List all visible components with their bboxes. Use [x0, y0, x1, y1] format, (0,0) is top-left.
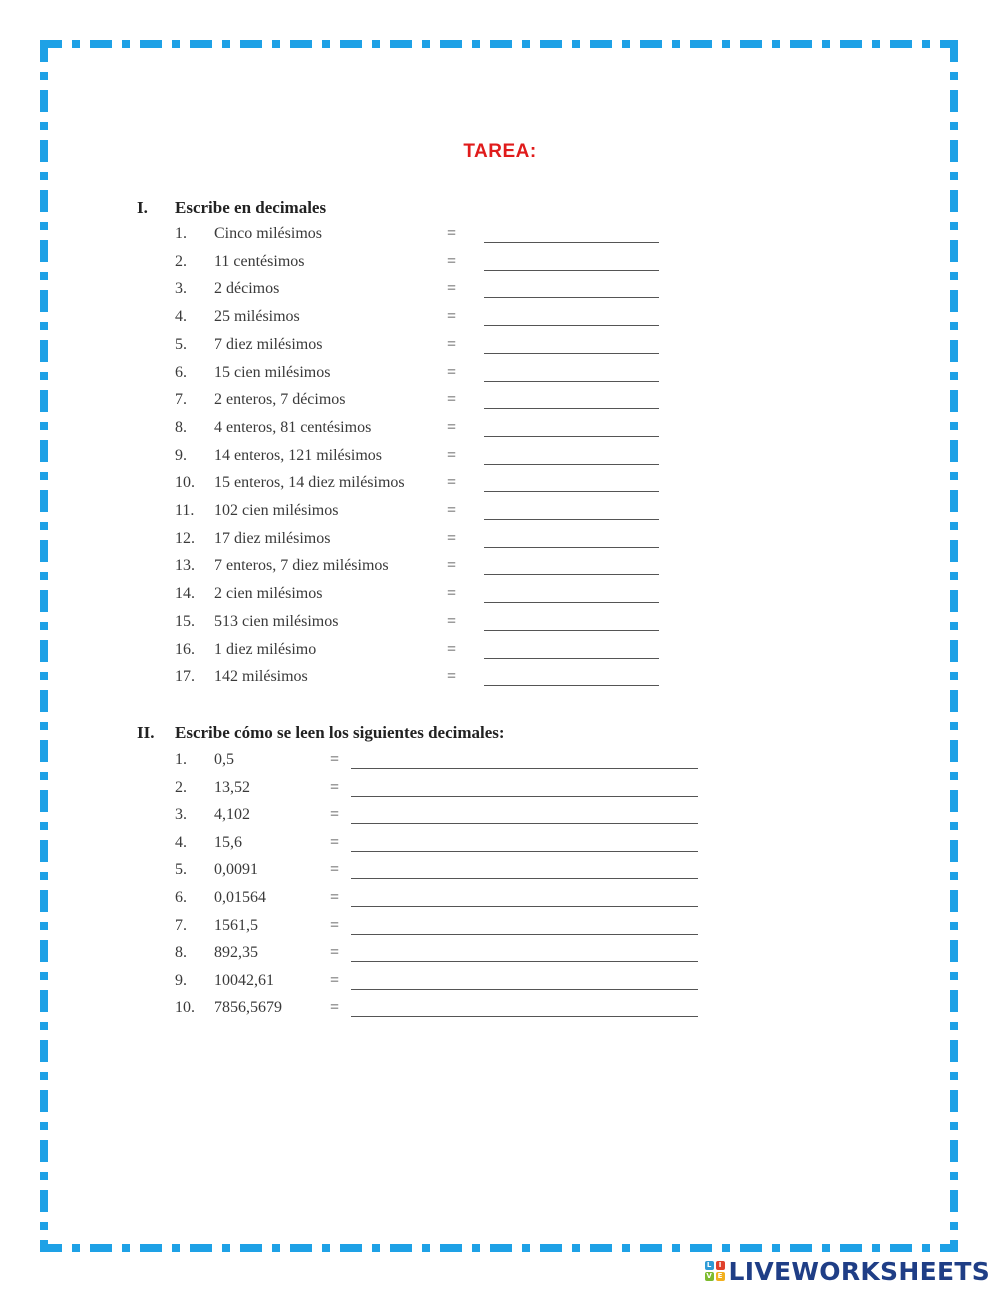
- equals-sign: =: [447, 557, 457, 575]
- exercise-row: [175, 474, 735, 496]
- exercise-row: [175, 225, 735, 247]
- item-number: 5.: [175, 335, 187, 353]
- item-prompt: 142 milésimos: [214, 668, 308, 686]
- answer-blank[interactable]: [484, 381, 659, 382]
- equals-sign: =: [330, 861, 340, 879]
- item-number: 8.: [175, 418, 187, 436]
- answer-blank[interactable]: [351, 934, 698, 935]
- item-number: 8.: [175, 944, 187, 962]
- logo-letter: I: [716, 1261, 725, 1270]
- equals-sign: =: [330, 806, 340, 824]
- exercise-row: [175, 585, 735, 607]
- answer-blank[interactable]: [351, 851, 698, 852]
- answer-blank[interactable]: [484, 353, 659, 354]
- item-number: 6.: [175, 889, 187, 906]
- page-title: TAREA:: [463, 141, 537, 162]
- item-prompt: Cinco milésimos: [214, 225, 322, 242]
- item-prompt: 25 milésimos: [214, 308, 300, 326]
- answer-blank[interactable]: [351, 796, 698, 797]
- equals-sign: =: [330, 778, 340, 796]
- equals-sign: =: [447, 612, 457, 630]
- exercise-row: [175, 861, 735, 883]
- equals-sign: =: [447, 225, 457, 242]
- exercise-row: [175, 668, 735, 690]
- answer-blank[interactable]: [484, 574, 659, 575]
- logo-letter: E: [716, 1272, 725, 1281]
- item-prompt: 4,102: [214, 806, 250, 824]
- exercise-row: [175, 530, 735, 552]
- item-prompt: 2 enteros, 7 décimos: [214, 391, 346, 409]
- item-number: 3.: [175, 806, 187, 824]
- item-prompt: 102 cien milésimos: [214, 502, 339, 519]
- item-prompt: 0,5: [214, 751, 234, 768]
- logo-letter: V: [706, 1272, 712, 1280]
- item-number: 3.: [175, 280, 187, 298]
- item-prompt: 15 cien milésimos: [214, 363, 331, 381]
- equals-sign: =: [447, 335, 457, 353]
- equals-sign: =: [447, 391, 457, 409]
- exercise-row: [175, 806, 735, 828]
- item-prompt: 15,6: [214, 833, 242, 851]
- equals-sign: =: [330, 916, 340, 934]
- equals-sign: =: [330, 833, 340, 851]
- item-prompt: 1561,5: [214, 916, 258, 934]
- exercise-row: [175, 447, 735, 469]
- equals-sign: =: [447, 446, 457, 464]
- section-1-title: Escribe en decimales: [175, 198, 327, 217]
- answer-blank[interactable]: [351, 989, 698, 990]
- liveworksheets-logo-icon: [705, 1261, 725, 1281]
- answer-blank[interactable]: [484, 630, 659, 631]
- exercise-row: [175, 834, 735, 856]
- equals-sign: =: [447, 363, 457, 381]
- item-number: 2.: [175, 778, 187, 796]
- exercise-row: [175, 944, 735, 966]
- equals-sign: =: [447, 529, 457, 547]
- answer-blank[interactable]: [484, 491, 659, 492]
- item-number: 12.: [175, 529, 195, 547]
- item-prompt: 513 cien milésimos: [214, 612, 339, 630]
- exercise-row: [175, 641, 735, 663]
- item-number: 13.: [175, 557, 195, 575]
- section-1-heading: [137, 198, 326, 218]
- item-number: 16.: [175, 640, 195, 658]
- answer-blank[interactable]: [484, 685, 659, 686]
- equals-sign: =: [447, 280, 457, 298]
- item-number: 1.: [175, 225, 187, 242]
- answer-blank[interactable]: [484, 464, 659, 465]
- equals-sign: =: [447, 474, 457, 492]
- answer-blank[interactable]: [484, 297, 659, 298]
- answer-blank[interactable]: [484, 436, 659, 437]
- item-number: 11.: [175, 502, 195, 519]
- section-2-title: Escribe cómo se leen los siguientes decimales:: [175, 723, 505, 742]
- exercise-row: [175, 253, 735, 275]
- item-number: 2.: [175, 252, 187, 270]
- answer-blank[interactable]: [351, 906, 698, 907]
- item-number: 7.: [175, 391, 187, 409]
- exercise-row: [175, 308, 735, 330]
- item-prompt: 15 enteros, 14 diez milésimos: [214, 474, 405, 492]
- logo-letter: L: [705, 1261, 714, 1270]
- item-number: 10.: [175, 999, 195, 1017]
- liveworksheets-brand: LIVEWORKSHEETS: [728, 1256, 990, 1286]
- item-number: 9.: [175, 446, 187, 464]
- equals-sign: =: [447, 668, 457, 686]
- item-number: 1.: [175, 751, 187, 768]
- exercise-row: [175, 613, 735, 635]
- item-prompt: 17 diez milésimos: [214, 529, 331, 547]
- item-number: 10.: [175, 474, 195, 492]
- equals-sign: =: [330, 971, 340, 989]
- exercise-row: [175, 972, 735, 994]
- answer-blank[interactable]: [484, 547, 659, 548]
- item-number: 4.: [175, 833, 187, 851]
- exercise-row: [175, 557, 735, 579]
- answer-blank[interactable]: [351, 768, 698, 769]
- item-number: 9.: [175, 971, 187, 989]
- equals-sign: =: [330, 999, 340, 1017]
- liveworksheets-logo: [705, 1256, 990, 1286]
- exercise-row: [175, 336, 735, 358]
- item-prompt: 4 enteros, 81 centésimos: [214, 418, 372, 436]
- answer-blank[interactable]: [484, 602, 659, 603]
- equals-sign: =: [447, 502, 457, 519]
- answer-blank[interactable]: [484, 270, 659, 271]
- item-number: 4.: [175, 308, 187, 326]
- item-prompt: 14 enteros, 121 milésimos: [214, 446, 382, 464]
- item-number: 17.: [175, 668, 195, 686]
- answer-blank[interactable]: [351, 823, 698, 824]
- equals-sign: =: [330, 889, 340, 906]
- item-number: 6.: [175, 363, 187, 381]
- answer-blank[interactable]: [351, 1016, 698, 1017]
- exercise-row: [175, 502, 735, 524]
- answer-blank[interactable]: [484, 658, 659, 659]
- item-prompt: 11 centésimos: [214, 252, 305, 270]
- equals-sign: =: [447, 308, 457, 326]
- item-prompt: 7 diez milésimos: [214, 335, 323, 353]
- item-prompt: 13,52: [214, 778, 250, 796]
- exercise-row: [175, 917, 735, 939]
- item-number: 14.: [175, 585, 195, 603]
- answer-blank[interactable]: [484, 408, 659, 409]
- item-number: 15.: [175, 612, 195, 630]
- answer-blank[interactable]: [351, 878, 698, 879]
- item-number: 7.: [175, 916, 187, 934]
- item-prompt: 7 enteros, 7 diez milésimos: [214, 557, 389, 575]
- exercise-row: [175, 280, 735, 302]
- item-prompt: 0,01564: [214, 889, 266, 906]
- item-prompt: 2 décimos: [214, 280, 280, 298]
- item-number: 5.: [175, 861, 187, 879]
- section-2-heading: [137, 723, 505, 743]
- section-2-roman: II.: [137, 723, 155, 742]
- equals-sign: =: [330, 751, 340, 768]
- equals-sign: =: [447, 418, 457, 436]
- equals-sign: =: [447, 585, 457, 603]
- answer-blank[interactable]: [484, 519, 659, 520]
- item-prompt: 10042,61: [214, 971, 274, 989]
- exercise-row: [175, 751, 735, 773]
- item-prompt: 892,35: [214, 944, 258, 962]
- equals-sign: =: [330, 944, 340, 962]
- equals-sign: =: [447, 252, 457, 270]
- answer-blank[interactable]: [351, 961, 698, 962]
- item-prompt: 2 cien milésimos: [214, 585, 323, 603]
- section-1-roman: I.: [137, 198, 148, 217]
- exercise-row: [175, 779, 735, 801]
- answer-blank[interactable]: [484, 242, 659, 243]
- item-prompt: 0,0091: [214, 861, 258, 879]
- exercise-row: [175, 889, 735, 911]
- answer-blank[interactable]: [484, 325, 659, 326]
- item-prompt: 1 diez milésimo: [214, 640, 317, 658]
- exercise-row: [175, 364, 735, 386]
- equals-sign: =: [447, 640, 457, 658]
- exercise-row: [175, 999, 735, 1021]
- item-prompt: 7856,5679: [214, 999, 282, 1017]
- exercise-row: [175, 391, 735, 413]
- exercise-row: [175, 419, 735, 441]
